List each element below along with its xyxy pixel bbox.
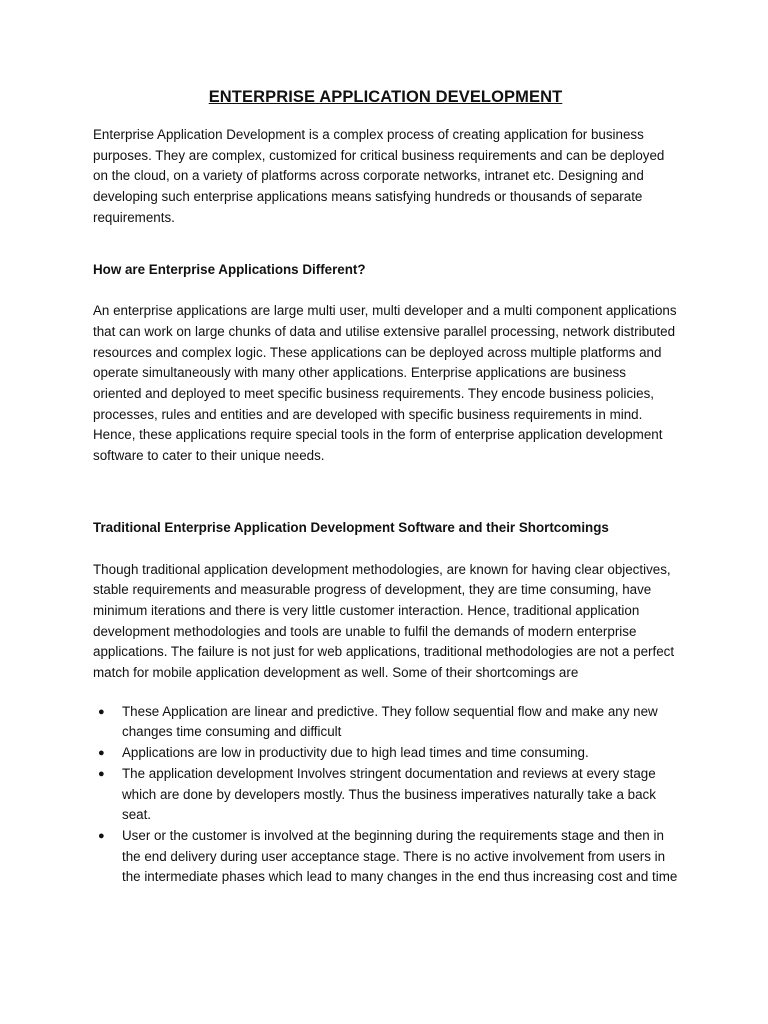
- list-item-text: User or the customer is involved at the beginning during the requirements stage and then in the end delivery during user acceptance stage. There is no active involvement from users in the intermediate phases which lead to many changes in the end thus increasing cost and time: [122, 827, 678, 885]
- spacer: [93, 684, 678, 702]
- spacer: [93, 229, 678, 260]
- shortcomings-list: [93, 702, 678, 888]
- spacer: [93, 280, 678, 301]
- section-heading-differences: How are Enterprise Applications Different?: [93, 261, 366, 277]
- section-heading-shortcomings: Traditional Enterprise Application Development Software and their Shortcomings: [93, 519, 609, 535]
- list-item: [93, 743, 678, 764]
- bullet-icon: ●: [98, 747, 105, 760]
- section-body-differences: An enterprise applications are large multi user, multi developer and a multi component applications that can work on large chunks of data and utilise extensive parallel processing, network distributed resources and complex logic. These applications can be deployed across multiple platforms and operate simultaneously with many other applications. Enterprise applications are business oriented and deployed to meet specific business requirements. They encode business policies, processes, rules and entities and are developed with specific business requirements in mind. Hence, these applications require special tools in the form of enterprise application development software to cater to their unique needs.: [93, 303, 677, 464]
- list-item: [93, 702, 678, 743]
- bullet-icon: ●: [98, 705, 105, 718]
- list-item-text: The application development Involves stringent documentation and reviews at every stage which are done by developers mostly. Thus the business imperatives naturally take a back seat.: [122, 765, 656, 823]
- list-item: [93, 764, 678, 826]
- list-item: [93, 826, 678, 888]
- bullet-icon: ●: [98, 767, 105, 780]
- spacer: [93, 467, 678, 518]
- document-content: [93, 88, 678, 888]
- bullet-icon: ●: [98, 829, 105, 842]
- section-body-shortcomings: Though traditional application development methodologies, are known for having clear objectives, stable requirements and measurable progress of development, they are time consuming, have minimum iterations and there is very little customer interaction. Hence, traditional application development methodologies and tools are unable to fulfil the demands of modern enterprise applications. The failure is not just for web applications, traditional methodologies are not a perfect match for mobile application development as well. Some of their shortcomings are: [93, 561, 675, 681]
- document-title: ENTERPRISE APPLICATION DEVELOPMENT: [208, 88, 563, 106]
- intro-paragraph: Enterprise Application Development is a complex process of creating application for business purposes. They are complex, customized for critical business requirements and can be deployed on the cloud, on a variety of platforms across corporate networks, intranet etc. Designing and developing such enterprise applications means satisfying hundreds or thousands of separate requirements.: [93, 127, 665, 225]
- list-item-text: These Application are linear and predictive. They follow sequential flow and make any new changes time consuming and difficult: [122, 703, 658, 740]
- spacer: [93, 539, 678, 560]
- list-item-text: Applications are low in productivity due to high lead times and time consuming.: [122, 745, 589, 761]
